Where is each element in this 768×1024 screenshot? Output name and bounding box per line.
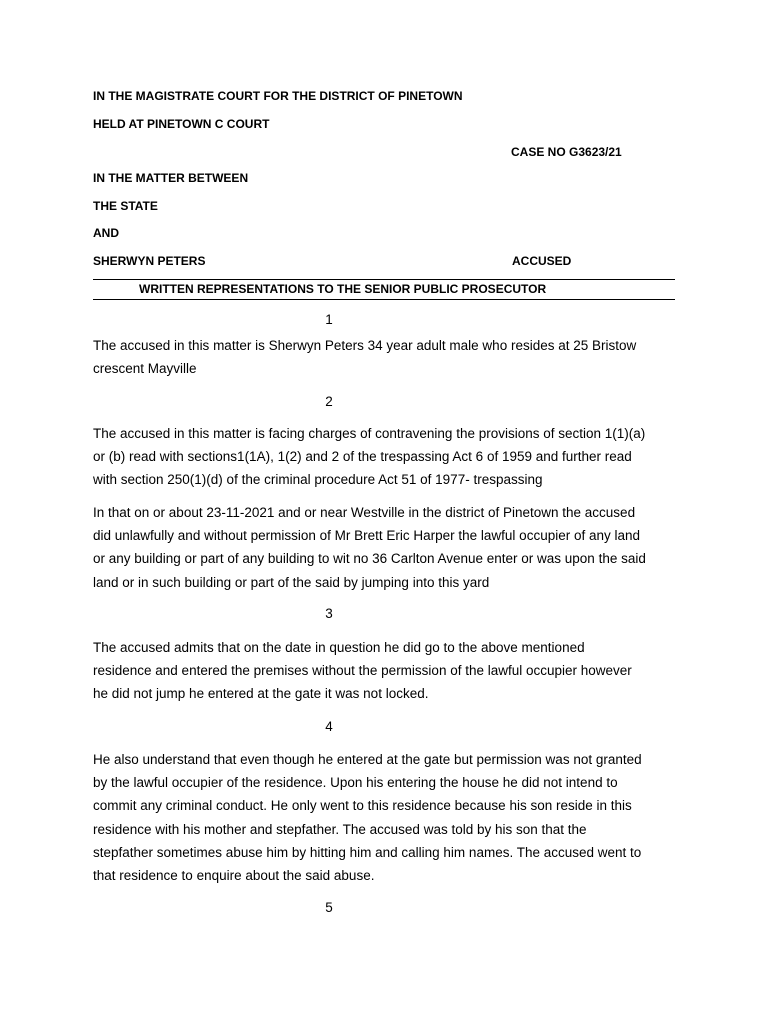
section-number: 4 — [325, 719, 333, 734]
document-title: WRITTEN REPRESENTATIONS TO THE SENIOR PUBLIC PROSECUTOR — [139, 282, 547, 296]
party-state: THE STATE — [93, 199, 158, 213]
accused-name: SHERWYN PETERS — [93, 254, 206, 268]
section-number: 3 — [325, 606, 333, 621]
court-location: HELD AT PINETOWN C COURT — [93, 117, 270, 131]
matter-between-label: IN THE MATTER BETWEEN — [93, 171, 249, 185]
title-bottom-rule — [93, 299, 675, 300]
court-heading: IN THE MAGISTRATE COURT FOR THE DISTRICT OF PINETOWN — [93, 89, 463, 103]
paragraph: The accused admits that on the date in question he did go to the above mentioned residence and entered the premises without the permission of the lawful occupier however he did not jump he entered at the gate it was not locked. — [93, 640, 632, 702]
paragraph: In that on or about 23-11-2021 and or near Westville in the district of Pinetown the accused did unlawfully and without permission of Mr Brett Eric Harper the lawful occupier of any land or any building or part of any building to wit no 36 Carlton Avenue enter or was upon the said land or in such building or part of the said by jumping into this yard — [93, 505, 646, 590]
paragraph: The accused in this matter is Sherwyn Peters 34 year adult male who resides at 25 Bristow crescent Mayville — [93, 338, 637, 377]
title-top-rule — [93, 279, 675, 280]
accused-role-label: ACCUSED — [512, 254, 572, 268]
paragraph: The accused in this matter is facing charges of contravening the provisions of section 1(1)(a) or (b) read with sections1(1A), 1(2) and 2 of the trespassing Act 6 of 1959 and further read with section 250(1)(d) of the criminal procedure Act 51 of 1977- trespassing — [93, 426, 646, 488]
section-number: 2 — [325, 394, 333, 409]
section-number: 1 — [325, 312, 333, 327]
and-label: AND — [93, 226, 119, 240]
section-number: 5 — [325, 900, 333, 915]
paragraph: He also understand that even though he entered at the gate but permission was not granted by the lawful occupier of the residence. Upon his entering the house he did not intend to commit any criminal conduct. He only went to this residence because his son reside in this residence with his mother and stepfather. The accused was told by his son that the stepfather sometimes abuse him by hitting him and calling him names. The accused went to that residence to enquire about the said abuse. — [93, 752, 642, 884]
case-number: CASE NO G3623/21 — [511, 145, 622, 159]
